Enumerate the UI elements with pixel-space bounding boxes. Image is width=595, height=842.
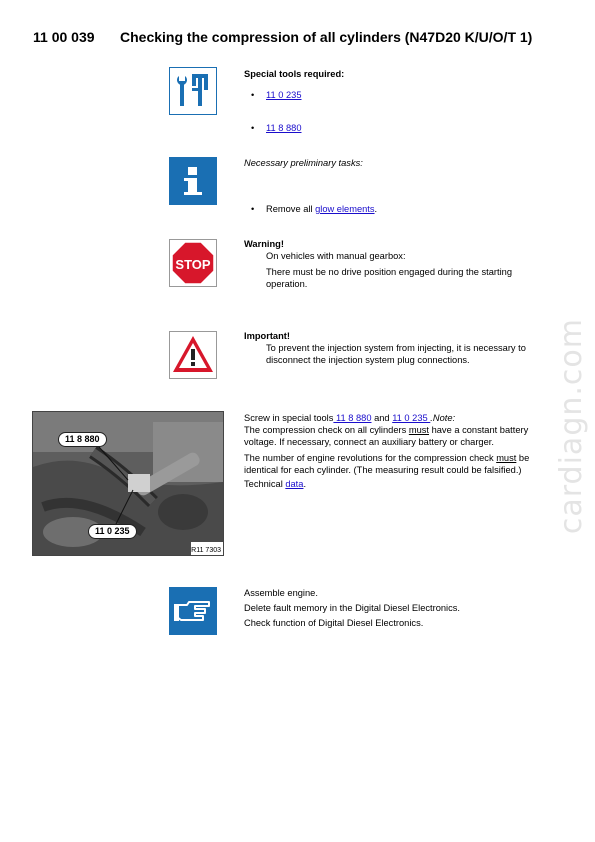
and-text: and bbox=[371, 413, 393, 423]
warning-heading: Warning! bbox=[244, 239, 284, 249]
prelim-heading: Necessary preliminary tasks: bbox=[244, 158, 363, 168]
warning-line-1: On vehicles with manual gearbox: bbox=[266, 251, 406, 261]
final-step-3: Check function of Digital Diesel Electronics. bbox=[244, 618, 424, 628]
watermark: cardiagn.com bbox=[554, 318, 589, 535]
warning-triangle-icon bbox=[169, 331, 217, 379]
technical-prefix: Technical bbox=[244, 479, 286, 489]
screw-instruction bbox=[244, 412, 549, 424]
info-icon bbox=[169, 157, 217, 205]
tool-link-11-0-235-inline[interactable]: 11 0 235 bbox=[392, 413, 431, 423]
image-code: R11 7303 bbox=[191, 547, 221, 554]
engine-photo bbox=[32, 411, 224, 556]
photo-label-11-0-235: 11 0 235 bbox=[88, 524, 137, 539]
important-heading: Important! bbox=[244, 331, 290, 341]
photo-label-11-8-880: 11 8 880 bbox=[58, 432, 107, 447]
tool-item-1 bbox=[244, 89, 595, 101]
final-step-2: Delete fault memory in the Digital Diesel Electronics. bbox=[244, 603, 460, 613]
tool-item-2 bbox=[244, 122, 595, 134]
battery-note bbox=[244, 424, 550, 448]
pointing-hand-icon bbox=[169, 587, 217, 635]
revolutions-note bbox=[244, 452, 550, 476]
note-label: .Note: bbox=[430, 413, 456, 423]
important-text: To prevent the injection system from injecting, it is necessary to disconnect the injection system plug connections. bbox=[266, 343, 526, 365]
document-number: 11 00 039 bbox=[33, 29, 95, 45]
tools-icon bbox=[169, 67, 217, 115]
prelim-item bbox=[244, 203, 595, 215]
technical-data bbox=[244, 478, 306, 490]
must-emphasis-2: must bbox=[496, 453, 517, 463]
prelim-prefix: Remove all bbox=[266, 204, 316, 214]
tool-link-11-0-235[interactable]: 11 0 235 bbox=[266, 90, 302, 100]
must-emphasis-1: must bbox=[408, 425, 429, 435]
warning-line-2: There must be no drive position engaged during the starting operation. bbox=[266, 267, 513, 289]
revolutions-text-a: The number of engine revolutions for the compression check bbox=[244, 453, 497, 463]
technical-data-link[interactable]: data bbox=[285, 479, 304, 489]
screw-prefix: Screw in special tools bbox=[244, 413, 334, 423]
prelim-suffix: . bbox=[374, 204, 378, 214]
page-title: Checking the compression of all cylinders (N47D20 K/U/O/T 1) bbox=[120, 29, 533, 45]
tools-heading: Special tools required: bbox=[244, 69, 345, 79]
battery-text-a: The compression check on all cylinders bbox=[244, 425, 409, 435]
glow-elements-link[interactable]: glow elements bbox=[315, 204, 375, 214]
tool-link-11-8-880-inline[interactable]: 11 8 880 bbox=[333, 413, 372, 423]
revolutions-text-b: be identical for each cylinder. (The measuring result could be falsified.) bbox=[244, 453, 530, 475]
final-step-1: Assemble engine. bbox=[244, 588, 318, 598]
stop-sign-icon bbox=[169, 239, 217, 287]
tool-link-11-8-880[interactable]: 11 8 880 bbox=[266, 123, 302, 133]
battery-text-b: have a constant battery voltage. If necessary, connect an auxiliary battery or charger. bbox=[244, 425, 529, 447]
technical-suffix: . bbox=[303, 479, 307, 489]
stop-text: STOP bbox=[175, 257, 211, 272]
